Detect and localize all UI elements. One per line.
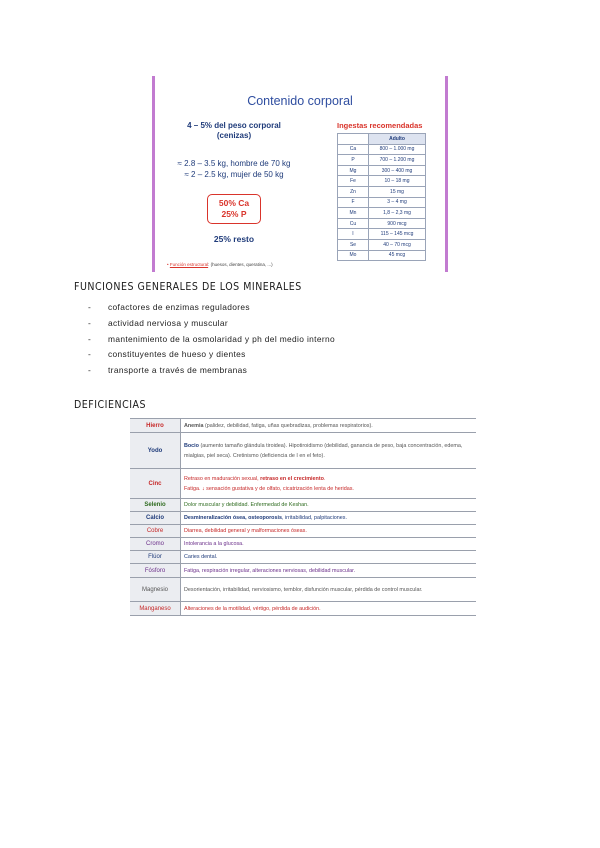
list-item — [88, 300, 335, 316]
list-item — [88, 316, 335, 332]
list-dash: - — [88, 302, 92, 312]
deficiency-text: Alteraciones de la motilidad, vértigo, pérdida de audición. — [184, 605, 321, 612]
intake-value: 45 mcg — [369, 250, 426, 261]
mineral-name: Magnesio — [130, 578, 181, 602]
table-row — [130, 578, 476, 602]
table-row — [130, 499, 476, 512]
table-row — [130, 469, 476, 499]
mineral-name: Cinc — [130, 469, 181, 499]
deficiency-description — [181, 551, 477, 564]
deficiency-description — [181, 469, 477, 499]
list-dash: - — [88, 365, 92, 376]
deficiency-description — [181, 525, 477, 538]
slide-left-panel — [161, 121, 307, 244]
deficiency-description — [181, 419, 477, 433]
ca-p-box — [207, 194, 261, 224]
list-item — [88, 332, 335, 348]
intake-element: Mg — [338, 165, 369, 176]
deficiency-highlight: retraso en el crecimiento — [260, 475, 324, 482]
percent-line-2: (cenizas) — [216, 131, 252, 140]
intake-value: 1,8 – 2,3 mg — [369, 208, 426, 219]
deficiency-text: , irritabilidad, palpitaciones. — [281, 515, 347, 521]
list-dash: - — [88, 349, 92, 360]
intakes-table — [337, 133, 426, 261]
resto-percent: 25% resto — [213, 234, 255, 244]
deficiency-text: Intolerancia a la glucosa. — [184, 541, 244, 547]
list-item-text: actividad nerviosa y muscular — [108, 317, 229, 328]
deficiency-description — [181, 564, 477, 578]
deficiency-text: Caries dental. — [184, 554, 218, 560]
deficiency-text: Dolor muscular y debilidad. Enfermedad de Keshan. — [184, 502, 309, 508]
functions-list — [88, 300, 335, 379]
deficiencies-table — [130, 418, 476, 616]
footnote-text: : (huesos, dientes, queratina, ...) — [208, 262, 273, 267]
intakes-row — [338, 229, 426, 240]
intakes-title: Ingestas recomendadas — [337, 121, 423, 130]
table-row — [130, 512, 476, 525]
intake-element: Mn — [338, 208, 369, 219]
intakes-row — [338, 186, 426, 197]
slide-title: Contenido corporal — [247, 94, 353, 108]
intake-element: F — [338, 197, 369, 208]
intake-value: 115 – 145 mcg — [369, 229, 426, 240]
deficiency-description — [181, 433, 477, 469]
intakes-row — [338, 197, 426, 208]
list-item-text: mantenimiento de la osmolaridad y ph del medio interno — [108, 333, 335, 344]
deficiencies-heading: DEFICIENCIAS — [74, 398, 147, 411]
intake-element: I — [338, 229, 369, 240]
intake-value: 3 – 4 mg — [369, 197, 426, 208]
table-row — [130, 433, 476, 469]
intakes-row — [338, 250, 426, 261]
percent-line-1: 4 – 5% del peso corporal — [187, 121, 281, 130]
body-content-slide — [152, 76, 448, 272]
ca-percent: 50% Ca — [218, 198, 250, 208]
intake-element: Ca — [338, 144, 369, 155]
intakes-header-blank — [338, 134, 369, 145]
deficiency-text: (aumento tamaño glándula tiroidea). Hipotiroidismo (debilidad, ganancia de peso, baja concentración, edema, mialgias, piel seca). Cretinismo (deficiencia de I en el feto). — [184, 442, 463, 459]
intakes-header-row — [338, 134, 426, 145]
p-percent: 25% P — [221, 209, 247, 219]
mineral-name: Selenio — [130, 499, 181, 512]
deficiency-description — [181, 499, 477, 512]
intakes-row — [338, 165, 426, 176]
table-row — [130, 602, 476, 616]
intakes-row — [338, 239, 426, 250]
intake-value: 900 mcg — [369, 218, 426, 229]
deficiency-description — [181, 602, 477, 616]
intake-value: 10 – 18 mg — [369, 176, 426, 187]
intakes-row — [338, 218, 426, 229]
intake-value: 700 – 1.200 mg — [369, 155, 426, 166]
mineral-name: Cobre — [130, 525, 181, 538]
deficiency-highlight: Anemia — [184, 422, 204, 429]
table-row — [130, 564, 476, 578]
intakes-row — [338, 155, 426, 166]
deficiency-text: Desorientación, irritabilidad, nerviosismo, temblor, disfunción muscular, pérdida de control muscular. — [184, 586, 423, 593]
mineral-name: Fósforo — [130, 564, 181, 578]
footnote-label: Función estructural — [169, 262, 209, 267]
list-dash: - — [88, 317, 92, 328]
list-dash: - — [88, 333, 92, 344]
deficiency-highlight: Bocio — [184, 442, 199, 449]
list-item — [88, 363, 335, 379]
weight-women: ≈ 2 – 2.5 kg, mujer de 50 kg — [184, 170, 284, 179]
intake-element: Cu — [338, 218, 369, 229]
mineral-name: Manganeso — [130, 602, 181, 616]
intakes-row — [338, 208, 426, 219]
intake-element: Fe — [338, 176, 369, 187]
intakes-row — [338, 144, 426, 155]
intake-element: P — [338, 155, 369, 166]
mineral-name: Flúor — [130, 551, 181, 564]
table-row — [130, 525, 476, 538]
footnote-bullet: • — [167, 262, 169, 267]
intake-element: Se — [338, 239, 369, 250]
intake-element: Zn — [338, 186, 369, 197]
intake-value: 800 – 1.000 mg — [369, 144, 426, 155]
list-item-text: constituyentes de hueso y dientes — [108, 349, 246, 360]
intake-value: 300 – 400 mg — [369, 165, 426, 176]
weight-block — [161, 158, 307, 180]
list-item — [88, 347, 335, 363]
list-item-text: transporte a través de membranas — [108, 365, 248, 376]
functions-heading: FUNCIONES GENERALES DE LOS MINERALES — [74, 280, 302, 293]
mineral-name: Hierro — [130, 419, 181, 433]
table-row — [130, 551, 476, 564]
deficiency-text: . — [323, 475, 326, 482]
deficiency-text-line-2: Fatiga. ↓ sensación gustativa y de olfato, cicatrización lenta de heridas. — [184, 485, 354, 492]
mineral-name: Yodo — [130, 433, 181, 469]
table-row — [130, 538, 476, 551]
slide-footnote — [167, 262, 273, 267]
deficiency-text: Retraso en maduración sexual, — [184, 475, 261, 482]
intakes-row — [338, 176, 426, 187]
list-item-text: cofactores de enzimas reguladores — [108, 302, 250, 312]
deficiency-text: Diarrea, debilidad general y malformaciones óseas. — [184, 528, 307, 534]
deficiency-description — [181, 578, 477, 602]
deficiency-highlight: Desmineralización ósea, osteoporosis — [184, 515, 282, 521]
deficiency-text: Fatiga, respiración irregular, alteraciones nerviosas, debilidad muscular. — [184, 567, 356, 574]
intake-element: Mo — [338, 250, 369, 261]
table-row — [130, 419, 476, 433]
intakes-header-adult: Adulto — [369, 134, 426, 145]
deficiency-text: (palidez, debilidad, fatiga, uñas quebradizas, problemas respiratorios). — [203, 422, 373, 429]
intake-value: 40 – 70 mcg — [369, 239, 426, 250]
deficiency-description — [181, 512, 477, 525]
deficiency-description — [181, 538, 477, 551]
intake-value: 15 mg — [369, 186, 426, 197]
mineral-name: Cromo — [130, 538, 181, 551]
weight-men: ≈ 2.8 – 3.5 kg, hombre de 70 kg — [177, 159, 291, 168]
mineral-name: Calcio — [130, 512, 181, 525]
